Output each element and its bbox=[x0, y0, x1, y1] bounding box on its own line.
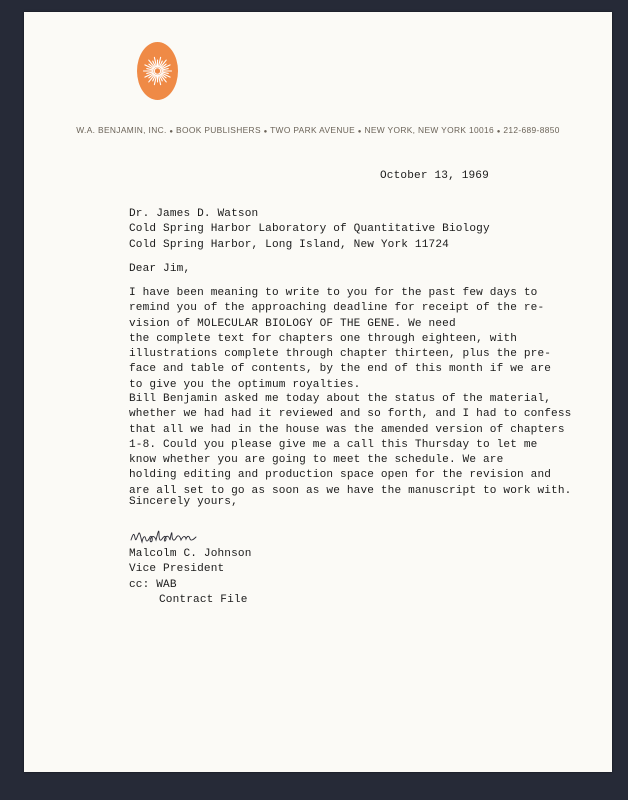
cc-line bbox=[129, 578, 252, 593]
paragraph-line: 1-8. Could you please give me a call this Thursday to let me bbox=[129, 438, 538, 451]
paragraph-1 bbox=[129, 286, 551, 393]
paragraph-line: vision of MOLECULAR BIOLOGY OF THE GENE. We need bbox=[129, 317, 456, 330]
sunburst-logo-svg bbox=[137, 42, 178, 100]
paragraph-line: holding editing and production space open for the revision and bbox=[129, 469, 552, 482]
paragraph-line: to give you the optimum royalties. bbox=[129, 378, 361, 391]
letterhead-division: BOOK PUBLISHERS bbox=[176, 125, 261, 135]
paragraph-line: remind you of the approaching deadline for receipt of the re- bbox=[129, 302, 545, 315]
cc-recipient: WAB bbox=[156, 578, 177, 591]
recipient-name: Dr. James D. Watson bbox=[129, 208, 259, 220]
paragraph-line: that all we had in the house was the amended version of chapters bbox=[129, 423, 565, 436]
paragraph-line: whether we had had it reviewed and so forth, and I had to confess bbox=[129, 408, 572, 421]
separator-bullet: ● bbox=[263, 129, 268, 135]
paragraph-line: I have been meaning to write to you for the past few days to bbox=[129, 287, 538, 299]
closing: Sincerely yours, bbox=[129, 496, 238, 508]
paragraph-2 bbox=[129, 392, 571, 499]
signer-title: Vice President bbox=[129, 563, 225, 576]
letterhead-phone: 212-689-8850 bbox=[503, 125, 560, 135]
paragraph-line: Bill Benjamin asked me today about the status of the material, bbox=[129, 393, 552, 405]
salutation: Dear Jim, bbox=[129, 263, 191, 275]
separator-bullet: ● bbox=[496, 129, 501, 135]
letterhead-street: TWO PARK AVENUE bbox=[270, 125, 356, 135]
separator-bullet: ● bbox=[357, 129, 362, 135]
paragraph-line: know whether you are going to meet the schedule. We are bbox=[129, 454, 504, 467]
signature-block bbox=[129, 547, 252, 608]
paragraph-line: illustrations complete through chapter thirteen, plus the pre- bbox=[129, 348, 552, 361]
signer-name: Malcolm C. Johnson bbox=[129, 548, 252, 560]
letter-date: October 13, 1969 bbox=[380, 170, 489, 182]
letter-page bbox=[24, 12, 612, 772]
paragraph-line: face and table of contents, by the end of this month if we are bbox=[129, 363, 552, 376]
sunburst-center bbox=[154, 68, 160, 74]
paragraph-line: the complete text for chapters one through eighteen, with bbox=[129, 332, 518, 345]
recipient-institution: Cold Spring Harbor Laboratory of Quantitative Biology bbox=[129, 223, 490, 236]
letterhead-address bbox=[24, 125, 612, 135]
recipient-address bbox=[129, 207, 490, 253]
paragraph-line: are all set to go as soon as we have the manuscript to work with. bbox=[129, 484, 572, 497]
sunburst-logo-icon bbox=[137, 42, 178, 100]
separator-bullet: ● bbox=[169, 129, 174, 135]
letterhead-city: NEW YORK, NEW YORK 10016 bbox=[364, 125, 495, 135]
cc-label: cc: bbox=[129, 578, 150, 591]
cc-recipient: Contract File bbox=[159, 593, 248, 606]
recipient-location: Cold Spring Harbor, Long Island, New York 11724 bbox=[129, 238, 449, 251]
letterhead-company: W.A. BENJAMIN, INC. bbox=[76, 125, 167, 135]
